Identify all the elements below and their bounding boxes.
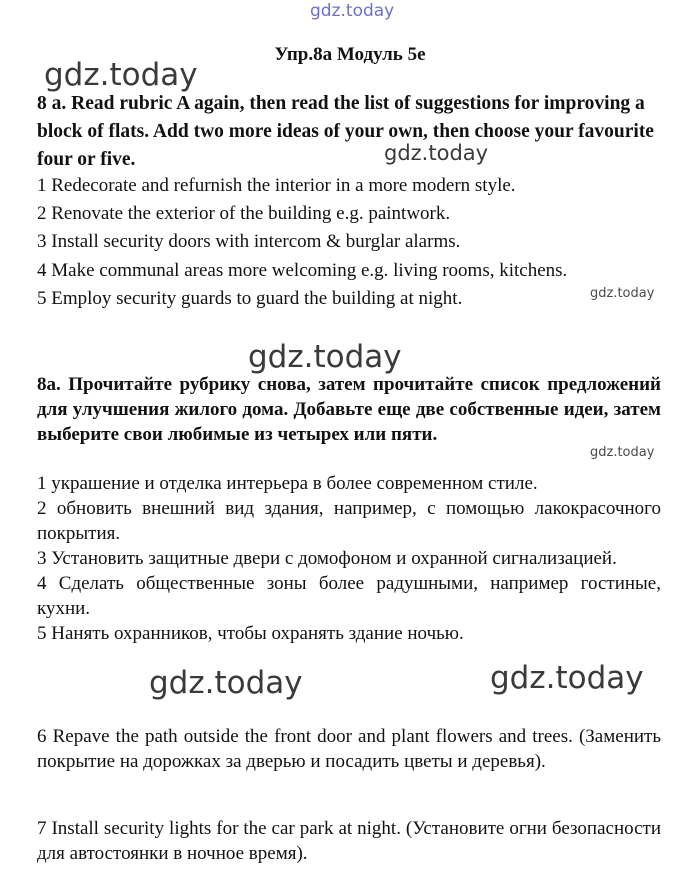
watermark: gdz.today bbox=[490, 660, 644, 696]
list-item: 2 Renovate the exterior of the building e.g. paintwork. bbox=[37, 203, 451, 225]
russian-task: 8а. Прочитайте рубрику снова, затем прочитайте список предложений для улучшения жилого дома. Добавьте еще две собственные идеи, затем выберите свои любимые из четырех или пяти. bbox=[37, 374, 661, 445]
list-item: 5 Employ security guards to guard the building at night. bbox=[37, 287, 463, 309]
watermark-top[interactable]: gdz.today bbox=[310, 1, 395, 21]
list-item: 2 обновить внешний вид здания, например, с помощью лакокрасочного покрытия. bbox=[37, 498, 661, 544]
extra-idea-6: 6 Repave the path outside the front door and plant flowers and trees. (Заменить покрытие на дорожках за дверью и посадить цветы и деревья). bbox=[37, 726, 661, 772]
russian-suggestions-list bbox=[37, 471, 661, 646]
watermark: gdz.today bbox=[384, 141, 489, 165]
english-task: 8 a. Read rubric A again, then read the list of suggestions for improving a block of flats. Add two more ideas of your own, then choose your favourite four or five. bbox=[37, 93, 654, 170]
extra-idea-7: 7 Install security lights for the car park at night. (Установите огни безопасности для автостоянки в ночное время). bbox=[37, 818, 661, 864]
watermark: gdz.today bbox=[248, 339, 402, 375]
list-item: 3 Install security doors with intercom & burglar alarms. bbox=[37, 231, 461, 253]
list-item: 1 Redecorate and refurnish the interior in a more modern style. bbox=[37, 175, 516, 196]
list-item: 5 Нанять охранников, чтобы охранять здание ночью. bbox=[37, 623, 464, 644]
list-item: 4 Make communal areas more welcoming e.g. living rooms, kitchens. bbox=[37, 259, 568, 281]
watermark: gdz.today bbox=[590, 445, 655, 460]
list-item: 4 Сделать общественные зоны более радушными, например гостиные, кухни. bbox=[37, 573, 661, 619]
watermark: gdz.today bbox=[44, 57, 198, 93]
list-item: 3 Установить защитные двери с домофоном и охранной сигнализацией. bbox=[37, 548, 617, 569]
watermark: gdz.today bbox=[590, 286, 655, 301]
watermark: gdz.today bbox=[149, 665, 303, 701]
english-suggestions-list bbox=[37, 172, 661, 313]
page-title: Упр.8а Модуль 5е bbox=[274, 44, 426, 65]
list-item: 1 украшение и отделка интерьера в более современном стиле. bbox=[37, 473, 538, 494]
